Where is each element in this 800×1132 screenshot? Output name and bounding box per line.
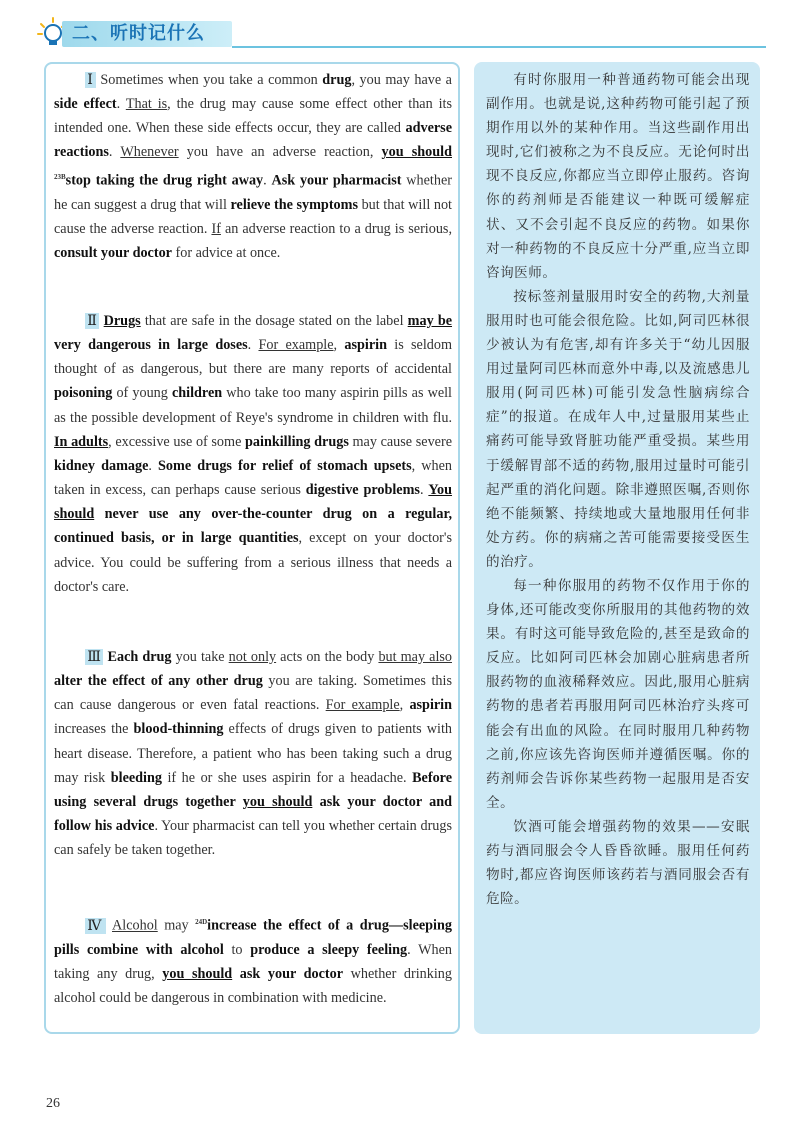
english-paragraph-2: Ⅱ Drugs that are safe in the dosage stated on the label may be very dangerous in large doses. For example, aspirin is seldom thought of as dangerous, but there are many reports of accidental poisoning of young children who take too many aspirin pills as well as the possible development of Reye's syndrome in children with flu. In adults, excessive use of some painkilling drugs may cause severe kidney damage. Some drugs for relief of stomach upsets, when taken in excess, can perhaps cause serious digestive problems. You should never use any over-the-counter drug on a regular, continued basis, or in large quantities, except on your doctor's advice. You could be suffering from a serious illness that needs a doctor's care. — [54, 313, 453, 595]
chinese-paragraph-4: 饮酒可能会增强药物的效果——安眠药与酒同服会令人昏昏欲睡。服用任何药物时,都应咨询医师该药若与酒同服会否有危险。 — [486, 818, 750, 908]
page-number: 26 — [46, 1096, 60, 1111]
chinese-translation — [486, 68, 750, 911]
english-paragraph-1: Ⅰ Sometimes when you take a common drug, you may have a side effect. That is, the drug may cause some effect other than its intended one. When these side effects occur, they are called adverse reactions. Whenever you have an adverse reaction, you should $^{23B}$stop taking the drug right away. Ask your pharmacist whether he can suggest a drug that will relieve the symptoms but that will not cause the adverse reaction. If an adverse reaction to a drug is serious, consult your doctor for advice at once. — [54, 72, 452, 261]
section-header — [36, 16, 766, 50]
english-paragraph-4: Ⅳ Alcohol may $^{24D}$increase the effect of a drug—sleeping pills combine with alcohol to produce a sleepy feeling. When taking any drug, you should ask your doctor whether drinking alcohol could be dangerous in combination with medicine. — [54, 917, 452, 1007]
section-title: 二、听时记什么 — [72, 23, 205, 44]
header-divider — [232, 46, 766, 48]
paragraph-number: Ⅰ — [87, 72, 94, 88]
chinese-paragraph-3: 每一种你服用的药物不仅作用于你的身体,还可能改变你所服用的其他药物的效果。有时这可能导致危险的,甚至是致命的反应。比如阿司匹林会加剧心脏病患者所服药物的血液稀释效应。因此,服用心脏病药物的患者若再服用阿司匹林治疗头疼可能会有出血的风险。在同时服用几种药物之前,你应该先咨询医师并遵循医嘱。你的药剂师会告诉你某些药物一起服用是否安全。 — [486, 577, 750, 811]
chinese-paragraph-2: 按标签剂量服用时安全的药物,大剂量服用时也可能会很危险。比如,阿司匹林很少被认为有危害,却有许多关于“幼儿因服用过量阿司匹林而意外中毒,以及流感患儿服用(阿司匹林)可能引发急性脑病综合症”的报道。在成年人中,过量服用某些止痛药可能导致肾脏功能严重受损。某些用于缓解胃部不适的药物,服用过量时可能引起严重的消化问题。除非遵照医嘱,否则你绝不能频繁、持续地或大量地服用任何非处方药。你的病痛之苦可能需要接受医生的治疗。 — [486, 288, 750, 570]
question-marker: 23B — [54, 172, 66, 181]
question-marker: 24D — [195, 918, 208, 926]
chinese-paragraph-1: 有时你服用一种普通药物可能会出现副作用。也就是说,这种药物可能引起了预期作用以外的某种作用。当这些副作用出现时,它们被称之为不良反应。无论何时出现不良反应,你都应当立即停止服药。咨询你的药剂师是否能建议一种既可缓解症状、又不会引起不良反应的药物。如果你对一种药物的不良反应十分严重,应当立即咨询医师。 — [486, 72, 750, 281]
paragraph-number: Ⅱ — [87, 313, 98, 329]
paragraph-number: Ⅳ — [87, 917, 105, 934]
english-paragraph-3: Ⅲ Each drug you take not only acts on the body but may also alter the effect of any other drug you are taking. Sometimes this can cause dangerous or even fatal reactions. For example, aspirin increases the blood-thinning effects of drugs given to patients with heart disease. Therefore, a patient who has been taking such a drug may risk bleeding if he or she uses aspirin for a headache. Before using several drugs together you should ask your doctor and follow his advice. Your pharmacist can tell you whether certain drugs can safely be taken together. — [54, 649, 453, 859]
paragraph-number: Ⅲ — [87, 649, 102, 665]
